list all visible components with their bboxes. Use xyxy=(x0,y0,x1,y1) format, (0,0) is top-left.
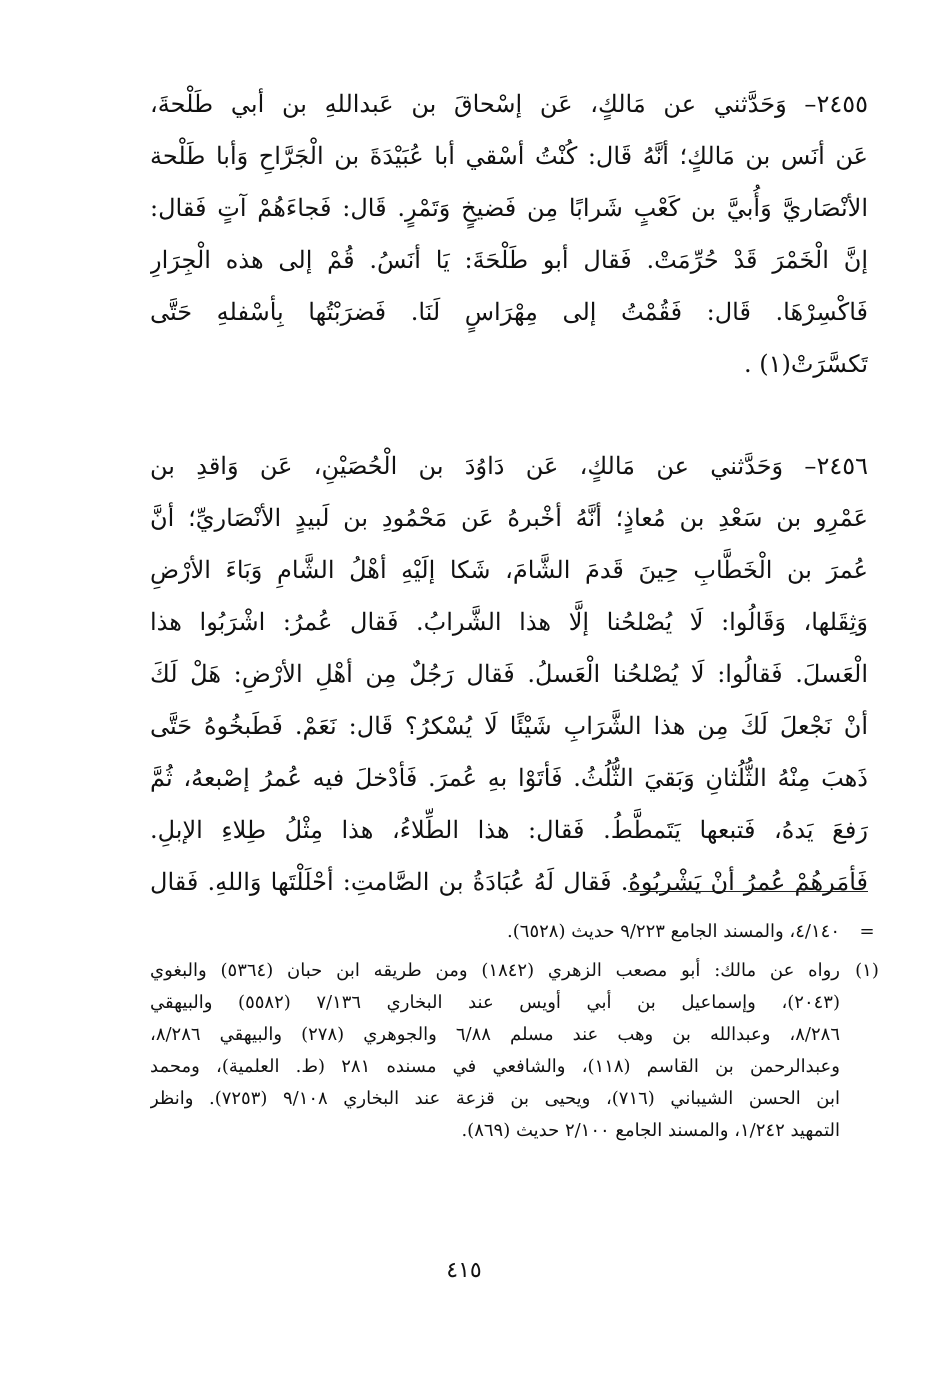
footnote-continuation xyxy=(150,916,880,948)
text-line: فَاكْسِرْهَا. قَال: فَقُمْتُ إلى مِهْرَاسٍ لَنَا. فَضرَبْتُها بِأسْفلهِ حَتَّى xyxy=(150,298,868,326)
text-line: وَثِقَلها، وَقَالُوا: لَا يُصْلحُنا إلَّا هذا الشَّرابُ. فَقال عُمرُ: اشْرَبُوا هذا xyxy=(150,608,868,636)
footnote-continuation-marker: = xyxy=(859,921,875,942)
footnote-line: وعبدالرحمن بن القاسم (١١٨)، والشافعي في مسنده ٢٨١ (ط. العلمية)، ومحمد xyxy=(150,1056,840,1077)
footnote-1-marker: (١) xyxy=(855,960,879,981)
footnote-line: ابن الحسن الشيباني (٧١٦)، ويحيى بن قزعة عند البخاري ٩/١٠٨ (٧٢٥٣). وانظر xyxy=(150,1088,840,1109)
text-line: تَكسَّرَتْ(١) . xyxy=(743,350,868,378)
footnote-line: (٢٠٤٣)، وإسماعيل بن أبي أويس عند البخاري ٧/١٣٦ (٥٥٨٢) والبيهقي xyxy=(150,992,840,1013)
footnote-line: ٤/١٤٠، والمسند الجامع ٩/٢٢٣ حديث (٦٥٢٨). xyxy=(507,921,840,942)
footnote-line: التمهيد ١/٢٤٢، والمسند الجامع ٢/١٠٠ حديث (٨٦٩). xyxy=(461,1120,840,1141)
text-line: عَن أنَس بن مَالكٍ؛ أنَّهُ قَال: كُنْتُ أسْقي أبا عُبَيْدَةَ بن الْجَرَّاحِ وَأبا طَلْحة xyxy=(150,142,868,170)
text-line: ٢٤٥٦– وَحَدَّثني عن مَالكٍ، عَن دَاوُدَ بن الْحُصَيْنِ، عَن وَاقدِ بن xyxy=(150,452,868,480)
hadith-2455 xyxy=(150,78,868,390)
footnote-line: ٨/٢٨٦، وعبدالله بن وهب عند مسلم ٦/٨٨ والجوهري (٢٧٨) والبيهقي ٨/٢٨٦، xyxy=(150,1024,840,1045)
text-line: ذَهبَ مِنْهُ الثُّلُثانِ وَبَقيَ الثُّلُثُ. فَأتَوْا بهِ عُمرَ. فَأدْخلَ فيه عُمرُ إصْبعهُ، ثُمَّ xyxy=(150,764,868,792)
text-line: الْعَسلَ. فَقالُوا: لَا يُصْلحُنا الْعَسلُ. فَقال رَجُلٌ مِن أهْلِ الأرْضِ: هَلْ لَكَ xyxy=(150,660,868,688)
footnote-1 xyxy=(150,955,880,1147)
text-line: ٢٤٥٥– وَحَدَّثني عن مَالكٍ، عَن إسْحاقَ بن عَبداللهِ بن أبي طَلْحةَ، xyxy=(150,90,868,118)
text-line: عَمْرِو بن سَعْدِ بن مُعاذٍ؛ أنَّهُ أخْبرهُ عَن مَحْمُودِ بن لَبيدٍ الأنْصَاريِّ؛ أنَّ xyxy=(150,504,868,532)
footnote-separator xyxy=(628,891,868,892)
hadith-2456 xyxy=(150,440,868,908)
text-line: الأنْصَاريَّ وَأُبيَّ بن كَعْبٍ شَرابًا مِن فَضيخٍ وَتَمْرٍ. قَال: فَجاءَهُمْ آتٍ فَقال: xyxy=(150,194,868,222)
text-line: إنَّ الْخَمْرَ قَدْ حُرِّمَتْ. فَقال أبو طَلْحَةَ: يَا أنَسُ. قُمْ إلى هذه الْجِرَارِ xyxy=(150,246,868,274)
footnote-line: رواه عن مالك: أبو مصعب الزهري (١٨٤٢) ومن طريقه ابن حبان (٥٣٦٤) والبغوي xyxy=(150,960,840,981)
text-line: عُمرَ بن الْخَطَّابِ حِينَ قَدمَ الشَّامَ، شَكا إلَيْهِ أهْلُ الشَّامِ وَبَاءَ الأرْضِ xyxy=(150,556,868,584)
page-number: ٤١٥ xyxy=(446,1258,482,1283)
text-line: فَأمَرهُمْ عُمرُ أنْ يَشْربُوهُ. فَقال لَهُ عُبَادَةُ بن الصَّامتِ: أحْلَلْتَها وَاللهِ. فَقال xyxy=(150,868,868,896)
text-line: أنْ نَجْعلَ لَكَ مِن هذا الشَّرَابِ شَيْئًا لَا يُسْكرُ؟ قَال: نَعَمْ. فَطَبخُوهُ حَتَّى xyxy=(150,712,868,740)
text-line: رَفعَ يَدهُ، فَتبعها يَتَمطَّطُ. فَقال: هذا الطِّلاءُ، هذا مِثْلُ طِلاءِ الإبلِ. xyxy=(150,816,868,844)
